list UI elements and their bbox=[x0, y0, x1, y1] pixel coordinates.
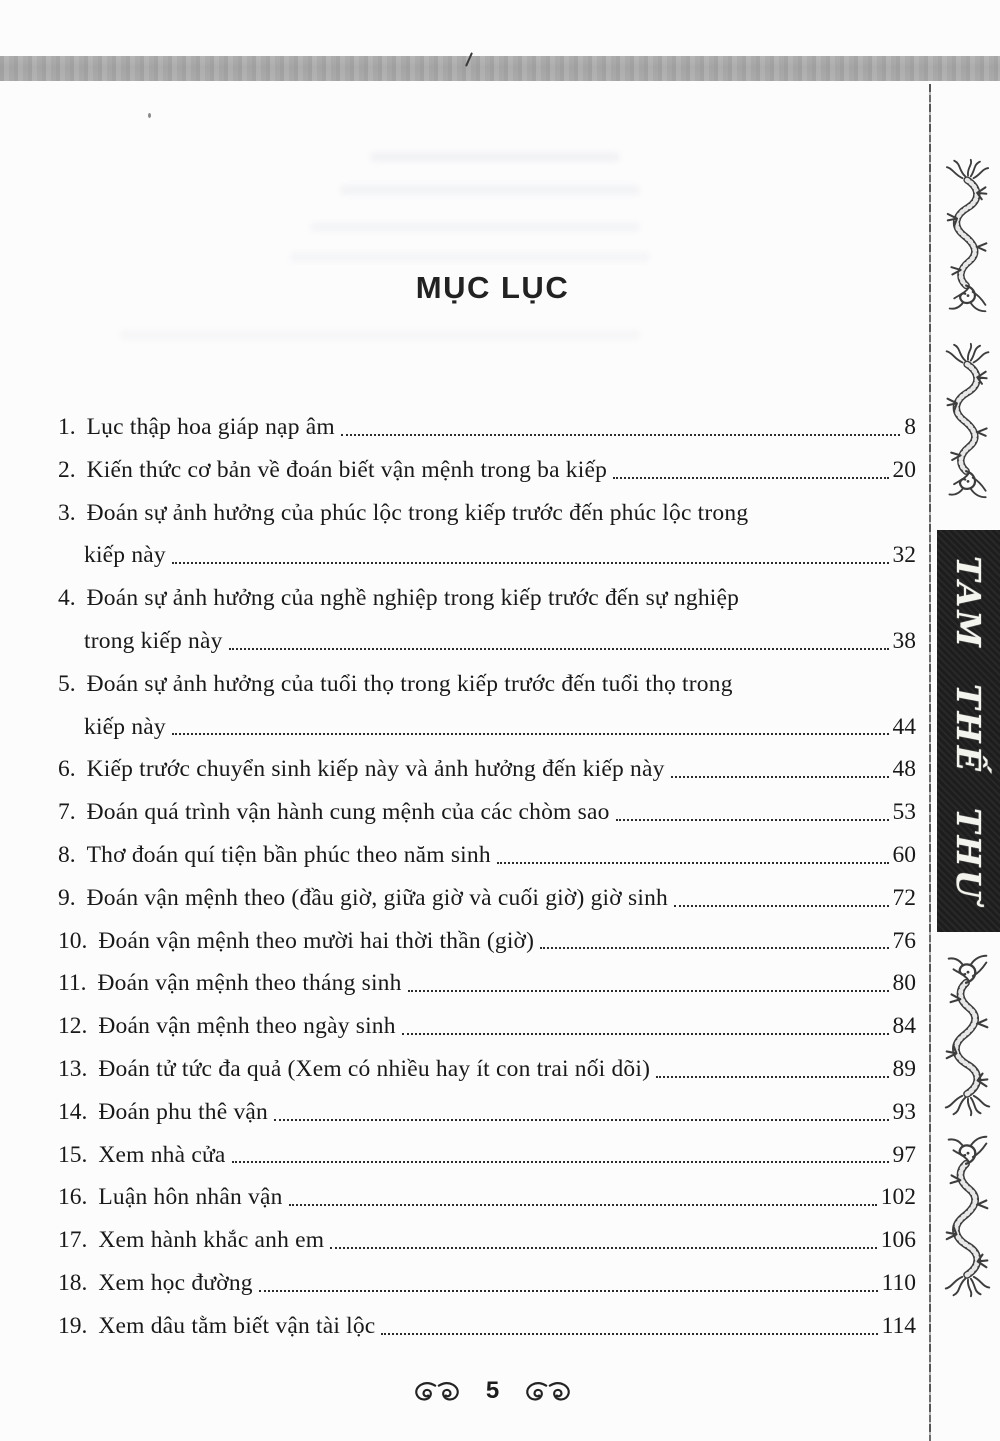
toc-entry-number: 13. bbox=[58, 1055, 88, 1082]
dot-leader bbox=[408, 990, 889, 992]
dot-leader bbox=[402, 1033, 889, 1035]
toc-entry-title-cont: kiếp này bbox=[84, 542, 166, 569]
toc-entry-title: Đoán vận mệnh theo ngày sinh bbox=[98, 1013, 396, 1040]
toc-entry-title: Thơ đoán quí tiện bần phúc theo năm sinh bbox=[86, 841, 491, 868]
toc-entry-title: Đoán sự ảnh hưởng của nghề nghiệp trong kiếp trước đến sự nghiệp bbox=[86, 585, 740, 612]
toc-entry-title: Đoán tử tức đa quả (Xem có nhiều hay ít con trai nối dõi) bbox=[98, 1055, 651, 1082]
toc-entry-title: Đoán sự ảnh hưởng của phúc lộc trong kiếp trước đến phúc lộc trong bbox=[86, 499, 749, 526]
toc-entry-number: 1. bbox=[58, 414, 76, 440]
toc-entry-number: 7. bbox=[58, 799, 76, 826]
flourish-icon bbox=[412, 1379, 462, 1403]
toc-entry-number: 17. bbox=[58, 1227, 88, 1254]
page-footer bbox=[0, 1374, 985, 1408]
toc-list bbox=[58, 406, 916, 1348]
toc-entry-title: Đoán vận mệnh theo mười hai thời thần (giờ) bbox=[98, 927, 535, 954]
toc-entry-page: 114 bbox=[881, 1312, 916, 1339]
toc-entry bbox=[58, 920, 916, 963]
toc-entry-number: 5. bbox=[58, 670, 76, 697]
dot-leader bbox=[381, 1333, 877, 1335]
toc-entry bbox=[58, 962, 916, 1005]
toc-entry-page: 72 bbox=[892, 884, 916, 911]
dot-leader bbox=[540, 947, 888, 949]
bleed-through bbox=[340, 185, 640, 195]
dot-leader bbox=[671, 776, 889, 778]
dot-leader bbox=[172, 733, 889, 735]
toc-entry-number: 16. bbox=[58, 1184, 88, 1211]
toc-entry bbox=[58, 1134, 916, 1177]
dot-leader bbox=[616, 819, 889, 821]
toc-entry-title: Xem nhà cửa bbox=[98, 1141, 226, 1168]
toc-entry bbox=[58, 1219, 916, 1262]
toc-entry bbox=[58, 1091, 916, 1134]
toc-entry-title: Đoán sự ảnh hưởng của tuổi thọ trong kiếp trước đến tuổi thọ trong bbox=[86, 670, 733, 697]
toc-entry bbox=[58, 748, 916, 791]
banner-word: THƯ bbox=[949, 808, 988, 902]
toc-entry bbox=[58, 834, 916, 877]
toc-entry-title: Kiếp trước chuyển sinh kiếp này và ảnh hưởng đến kiếp này bbox=[86, 756, 665, 783]
page-edge-line bbox=[929, 84, 931, 1441]
dot-leader bbox=[613, 477, 888, 479]
toc-entry-page: 60 bbox=[892, 841, 916, 868]
toc-entry-page: 44 bbox=[892, 713, 916, 740]
dot-leader bbox=[330, 1247, 877, 1249]
scan-speck bbox=[148, 113, 151, 118]
toc-entry bbox=[58, 406, 916, 449]
toc-entry-title-cont: kiếp này bbox=[84, 713, 166, 740]
toc-entry-page: 76 bbox=[892, 927, 916, 954]
toc-entry bbox=[58, 449, 916, 492]
toc-entry-page: 80 bbox=[892, 970, 916, 997]
dot-leader bbox=[229, 648, 889, 650]
toc-entry-number: 6. bbox=[58, 756, 76, 783]
toc-entry-page: 97 bbox=[892, 1141, 916, 1168]
dot-leader bbox=[274, 1119, 889, 1121]
toc-entry bbox=[58, 1005, 916, 1048]
toc-entry-title: Đoán vận mệnh theo (đầu giờ, giữa giờ và cuối giờ) giờ sinh bbox=[86, 884, 668, 911]
toc-entry-title: Xem học đường bbox=[98, 1269, 253, 1296]
toc-entry-number: 8. bbox=[58, 841, 76, 868]
toc-entry-number: 18. bbox=[58, 1269, 88, 1296]
toc-entry bbox=[58, 1305, 916, 1348]
toc-entry-page: 32 bbox=[892, 542, 916, 569]
toc-entry bbox=[58, 1176, 916, 1219]
toc-entry-page: 89 bbox=[892, 1055, 916, 1082]
dot-leader bbox=[497, 862, 889, 864]
dot-leader bbox=[289, 1204, 877, 1206]
flourish-icon bbox=[523, 1379, 573, 1403]
toc-entry-number: 15. bbox=[58, 1141, 88, 1168]
toc-entry-number: 9. bbox=[58, 884, 76, 911]
toc-entry bbox=[58, 663, 916, 749]
dot-leader bbox=[172, 562, 889, 564]
toc-entry-page: 48 bbox=[892, 756, 916, 783]
toc-entry-title-cont: trong kiếp này bbox=[84, 627, 223, 654]
toc-entry bbox=[58, 791, 916, 834]
toc-entry bbox=[58, 577, 916, 663]
scan-band bbox=[0, 56, 1000, 81]
toc-entry-title: Đoán phu thê vận bbox=[98, 1098, 268, 1125]
toc-entry-page: 20 bbox=[892, 456, 916, 483]
toc-entry bbox=[58, 877, 916, 920]
dragon-icon bbox=[939, 1132, 997, 1300]
dragon-icon bbox=[939, 952, 997, 1118]
page-title: MỤC LỤC bbox=[415, 270, 570, 305]
bleed-through bbox=[120, 330, 640, 340]
dot-leader bbox=[259, 1290, 878, 1292]
toc-entry bbox=[58, 1048, 916, 1091]
toc-entry-title: Đoán vận mệnh theo tháng sinh bbox=[97, 970, 402, 997]
toc-entry-page: 84 bbox=[892, 1013, 916, 1040]
toc-entry-number: 10. bbox=[58, 927, 88, 954]
dragon-icon bbox=[939, 342, 997, 500]
toc-entry-page: 110 bbox=[881, 1269, 916, 1296]
toc-entry-title: Xem hành khắc anh em bbox=[98, 1227, 325, 1254]
dot-leader bbox=[656, 1076, 888, 1078]
toc-entry-title: Đoán quá trình vận hành cung mệnh của các chòm sao bbox=[86, 799, 610, 826]
toc-entry-number: 14. bbox=[58, 1098, 88, 1125]
banner-word: TAM bbox=[949, 556, 988, 650]
page-number: 5 bbox=[485, 1377, 500, 1404]
toc-entry-title: Luận hôn nhân vận bbox=[98, 1184, 283, 1211]
toc-entry-title: Lục thập hoa giáp nạp âm bbox=[86, 414, 335, 440]
bleed-through bbox=[290, 252, 650, 262]
toc-entry bbox=[58, 492, 916, 578]
toc-entry-number: 2. bbox=[58, 456, 76, 483]
dot-leader bbox=[341, 434, 900, 436]
toc-entry-page: 8 bbox=[904, 414, 916, 440]
toc-entry-page: 106 bbox=[880, 1227, 916, 1254]
bleed-through bbox=[310, 222, 640, 232]
bleed-through bbox=[370, 152, 620, 162]
toc-entry-number: 3. bbox=[58, 499, 76, 526]
toc-entry-number: 12. bbox=[58, 1013, 88, 1040]
toc-entry-number: 19. bbox=[58, 1312, 88, 1339]
toc-entry-page: 93 bbox=[892, 1098, 916, 1125]
toc-entry-title: Xem dâu tằm biết vận tài lộc bbox=[98, 1312, 376, 1339]
side-banner bbox=[937, 530, 1000, 932]
toc-entry-page: 53 bbox=[892, 799, 916, 826]
toc-entry-number: 4. bbox=[58, 585, 76, 612]
dot-leader bbox=[674, 905, 889, 907]
toc-entry-title: Kiến thức cơ bản về đoán biết vận mệnh trong ba kiếp bbox=[86, 456, 608, 483]
banner-word: THẾ bbox=[949, 684, 988, 775]
toc-entry-number: 11. bbox=[58, 970, 87, 997]
toc-entry bbox=[58, 1262, 916, 1305]
dot-leader bbox=[232, 1161, 889, 1163]
toc-entry-page: 38 bbox=[892, 627, 916, 654]
toc-entry-page: 102 bbox=[880, 1184, 916, 1211]
dragon-icon bbox=[939, 158, 997, 314]
